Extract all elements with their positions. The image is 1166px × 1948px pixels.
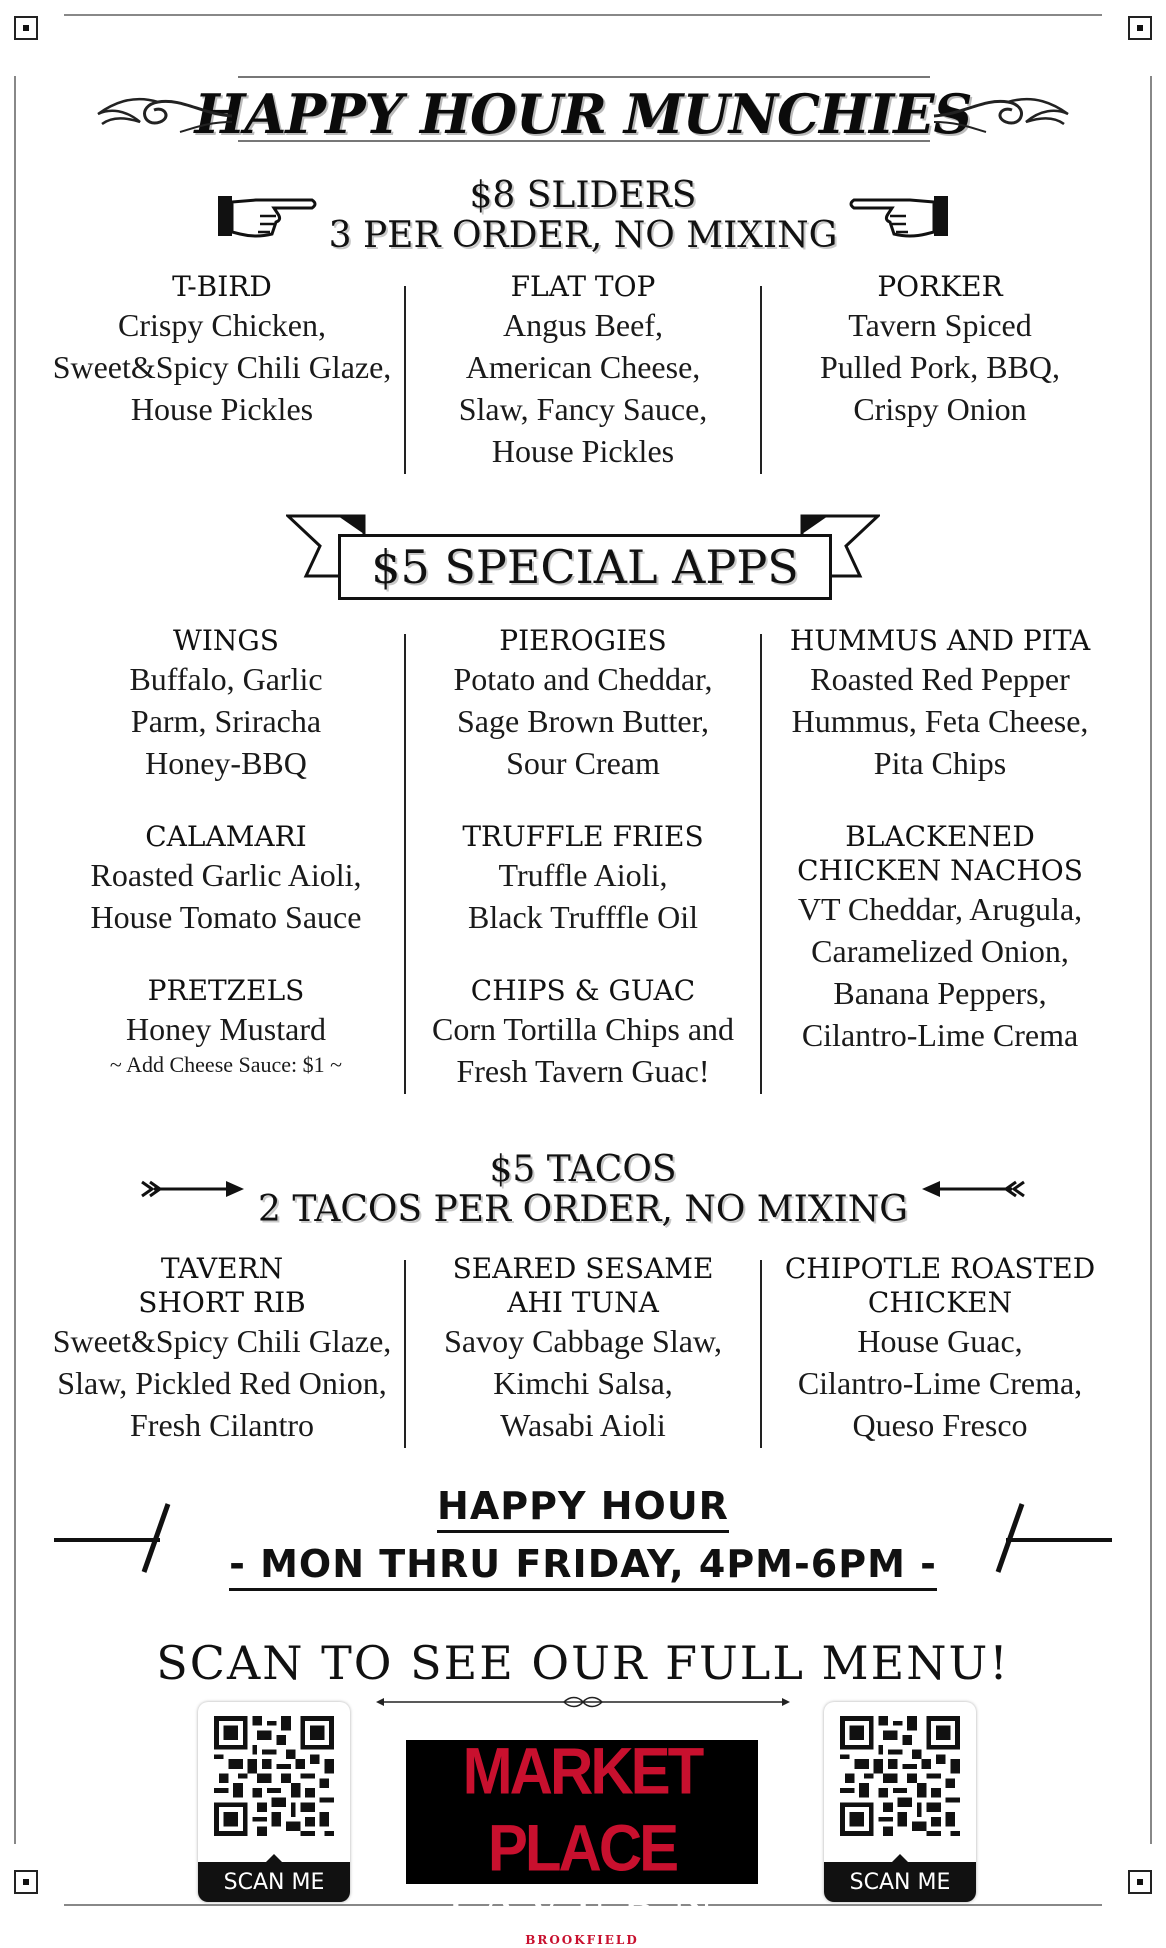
- happy-hour-line1: HAPPY HOUR: [437, 1484, 729, 1533]
- item-desc: Fresh Tavern Guac!: [456, 1053, 710, 1089]
- item-name: PORKER: [877, 270, 1003, 303]
- item-desc: Wasabi Aioli: [500, 1407, 666, 1443]
- app-item-pretzels: [46, 974, 406, 1080]
- sliders-heading-line1: $8 SLIDERS: [469, 175, 697, 216]
- item-name: PRETZELS: [147, 974, 305, 1007]
- arrow-right-icon: [140, 1178, 246, 1200]
- column-divider: [404, 634, 406, 1094]
- app-item-truffle-fries: [403, 820, 763, 938]
- slider-item-tbird: [42, 270, 402, 430]
- item-desc: Savoy Cabbage Slaw,: [444, 1323, 722, 1359]
- market-place-tavern-logo: [406, 1734, 758, 1947]
- item-desc: Sour Cream: [506, 745, 660, 781]
- item-name: AHI TUNA: [507, 1286, 659, 1319]
- item-desc: House Pickles: [491, 433, 675, 469]
- column-divider: [760, 634, 762, 1094]
- scan-prompt: SCAN TO SEE OUR FULL MENU!: [156, 1636, 1010, 1690]
- item-desc: Hummus, Feta Cheese,: [791, 703, 1089, 739]
- right-flourish-icon: [932, 88, 1074, 138]
- tacos-heading-line2: 2 TACOS PER ORDER, NO MIXING: [257, 1189, 908, 1230]
- item-desc: Pita Chips: [873, 745, 1007, 781]
- apps-heading: $5 SPECIAL APPS: [338, 534, 832, 600]
- app-item-pierogies: [403, 624, 763, 784]
- happy-hour-line2: - MON THRU FRIDAY, 4PM-6PM -: [229, 1542, 937, 1591]
- happy-hour-title: [0, 1484, 1166, 1528]
- slider-item-porker: [760, 270, 1120, 430]
- item-desc: House Guac,: [857, 1323, 1023, 1359]
- item-name: BLACKENED: [845, 820, 1035, 853]
- item-desc: Honey-BBQ: [145, 745, 307, 781]
- item-name: TRUFFLE FRIES: [462, 820, 704, 853]
- item-desc: Parm, Sriracha: [130, 703, 322, 739]
- item-desc: Banana Peppers,: [833, 975, 1047, 1011]
- item-desc: Sweet&Spicy Chili Glaze,: [52, 1323, 392, 1359]
- app-item-wings: [46, 624, 406, 784]
- item-name: TAVERN: [160, 1252, 284, 1285]
- column-divider: [760, 286, 762, 474]
- corner-top-left: [14, 16, 38, 40]
- item-desc: Potato and Cheddar,: [453, 661, 713, 697]
- item-name: HUMMUS AND PITA: [789, 624, 1091, 657]
- app-item-nachos: [760, 820, 1120, 1056]
- qr-card-right[interactable]: [824, 1702, 976, 1902]
- qr-card-left[interactable]: [198, 1702, 350, 1902]
- item-desc: House Tomato Sauce: [90, 899, 362, 935]
- item-desc: Cilantro-Lime Crema: [801, 1017, 1079, 1053]
- taco-item-ahi-tuna: [403, 1252, 763, 1446]
- item-desc: Honey Mustard: [126, 1011, 326, 1047]
- item-name: CHIPS & GUAC: [470, 974, 696, 1007]
- item-desc: Sweet&Spicy Chili Glaze,: [52, 349, 392, 385]
- item-note: ~ Add Cheese Sauce: $1 ~: [109, 1052, 343, 1077]
- taco-item-chipotle-chicken: [760, 1252, 1120, 1446]
- qr-code-icon[interactable]: [840, 1716, 960, 1836]
- page-title: HAPPY HOUR MUNCHIES: [194, 82, 972, 146]
- item-desc: Crispy Onion: [853, 391, 1027, 427]
- item-desc: Angus Beef,: [503, 307, 663, 343]
- arrow-left-icon: [920, 1178, 1026, 1200]
- item-desc: Slaw, Fancy Sauce,: [458, 391, 708, 427]
- taco-item-short-rib: [42, 1252, 402, 1446]
- item-desc: Corn Tortilla Chips and: [431, 1011, 735, 1047]
- item-desc: Sage Brown Butter,: [456, 703, 709, 739]
- item-name: FLAT TOP: [510, 270, 656, 303]
- left-flourish-icon: [92, 88, 234, 138]
- column-divider: [760, 1260, 762, 1448]
- item-desc: House Pickles: [130, 391, 314, 427]
- item-name: WINGS: [173, 624, 279, 657]
- item-desc: Truffle Aioli,: [498, 857, 668, 893]
- pointing-hand-left-icon: [848, 190, 950, 242]
- item-desc: Kimchi Salsa,: [493, 1365, 673, 1401]
- corner-bottom-left: [14, 1870, 38, 1894]
- item-desc: Queso Fresco: [852, 1407, 1028, 1443]
- tacos-heading-line1: $5 TACOS: [489, 1149, 677, 1190]
- logo-line2: TAVERN: [438, 1876, 726, 1936]
- qr-code-icon[interactable]: [214, 1716, 334, 1836]
- item-name: PIEROGIES: [499, 624, 667, 657]
- item-desc: Black Trufffle Oil: [468, 899, 698, 935]
- scan-me-label[interactable]: SCAN ME: [824, 1862, 976, 1902]
- item-name: SHORT RIB: [138, 1286, 306, 1319]
- item-desc: Roasted Garlic Aioli,: [90, 857, 362, 893]
- item-name: SEARED SESAME: [452, 1252, 714, 1285]
- column-divider: [404, 286, 406, 474]
- frame-top: [64, 14, 1102, 16]
- item-desc: American Cheese,: [465, 349, 701, 385]
- app-item-calamari: [46, 820, 406, 938]
- item-name: CHICKEN: [867, 1286, 1013, 1319]
- item-desc: Roasted Red Pepper: [810, 661, 1070, 697]
- item-desc: Cilantro-Lime Crema,: [797, 1365, 1083, 1401]
- item-desc: Pulled Pork, BBQ,: [819, 349, 1061, 385]
- item-desc: Crispy Chicken,: [118, 307, 326, 343]
- item-desc: VT Cheddar, Arugula,: [797, 891, 1083, 927]
- item-desc: Caramelized Onion,: [811, 933, 1069, 969]
- scan-me-label[interactable]: SCAN ME: [198, 1862, 350, 1902]
- pointing-hand-right-icon: [216, 190, 318, 242]
- item-name: T-BIRD: [172, 270, 272, 303]
- ornamental-divider-icon: [374, 1694, 792, 1710]
- logo-line1: MARKET PLACE: [462, 1734, 702, 1885]
- logo-line3: BROOKFIELD: [525, 1933, 639, 1947]
- item-desc: Fresh Cilantro: [130, 1407, 314, 1443]
- corner-top-right: [1128, 16, 1152, 40]
- item-name: CHICKEN NACHOS: [797, 854, 1083, 887]
- title-rule-top: [238, 76, 930, 78]
- app-item-hummus: [760, 624, 1120, 784]
- item-desc: Tavern Spiced: [848, 307, 1032, 343]
- item-desc: Buffalo, Garlic: [129, 661, 323, 697]
- item-name: CHIPOTLE ROASTED: [784, 1252, 1096, 1285]
- item-name: CALAMARI: [145, 820, 307, 853]
- app-item-chips-guac: [403, 974, 763, 1092]
- sliders-heading-line2: 3 PER ORDER, NO MIXING: [328, 215, 838, 256]
- corner-bottom-right: [1128, 1870, 1152, 1894]
- column-divider: [404, 1260, 406, 1448]
- happy-hour-days: [0, 1542, 1166, 1586]
- slider-item-flat-top: [403, 270, 763, 472]
- item-desc: Slaw, Pickled Red Onion,: [57, 1365, 387, 1401]
